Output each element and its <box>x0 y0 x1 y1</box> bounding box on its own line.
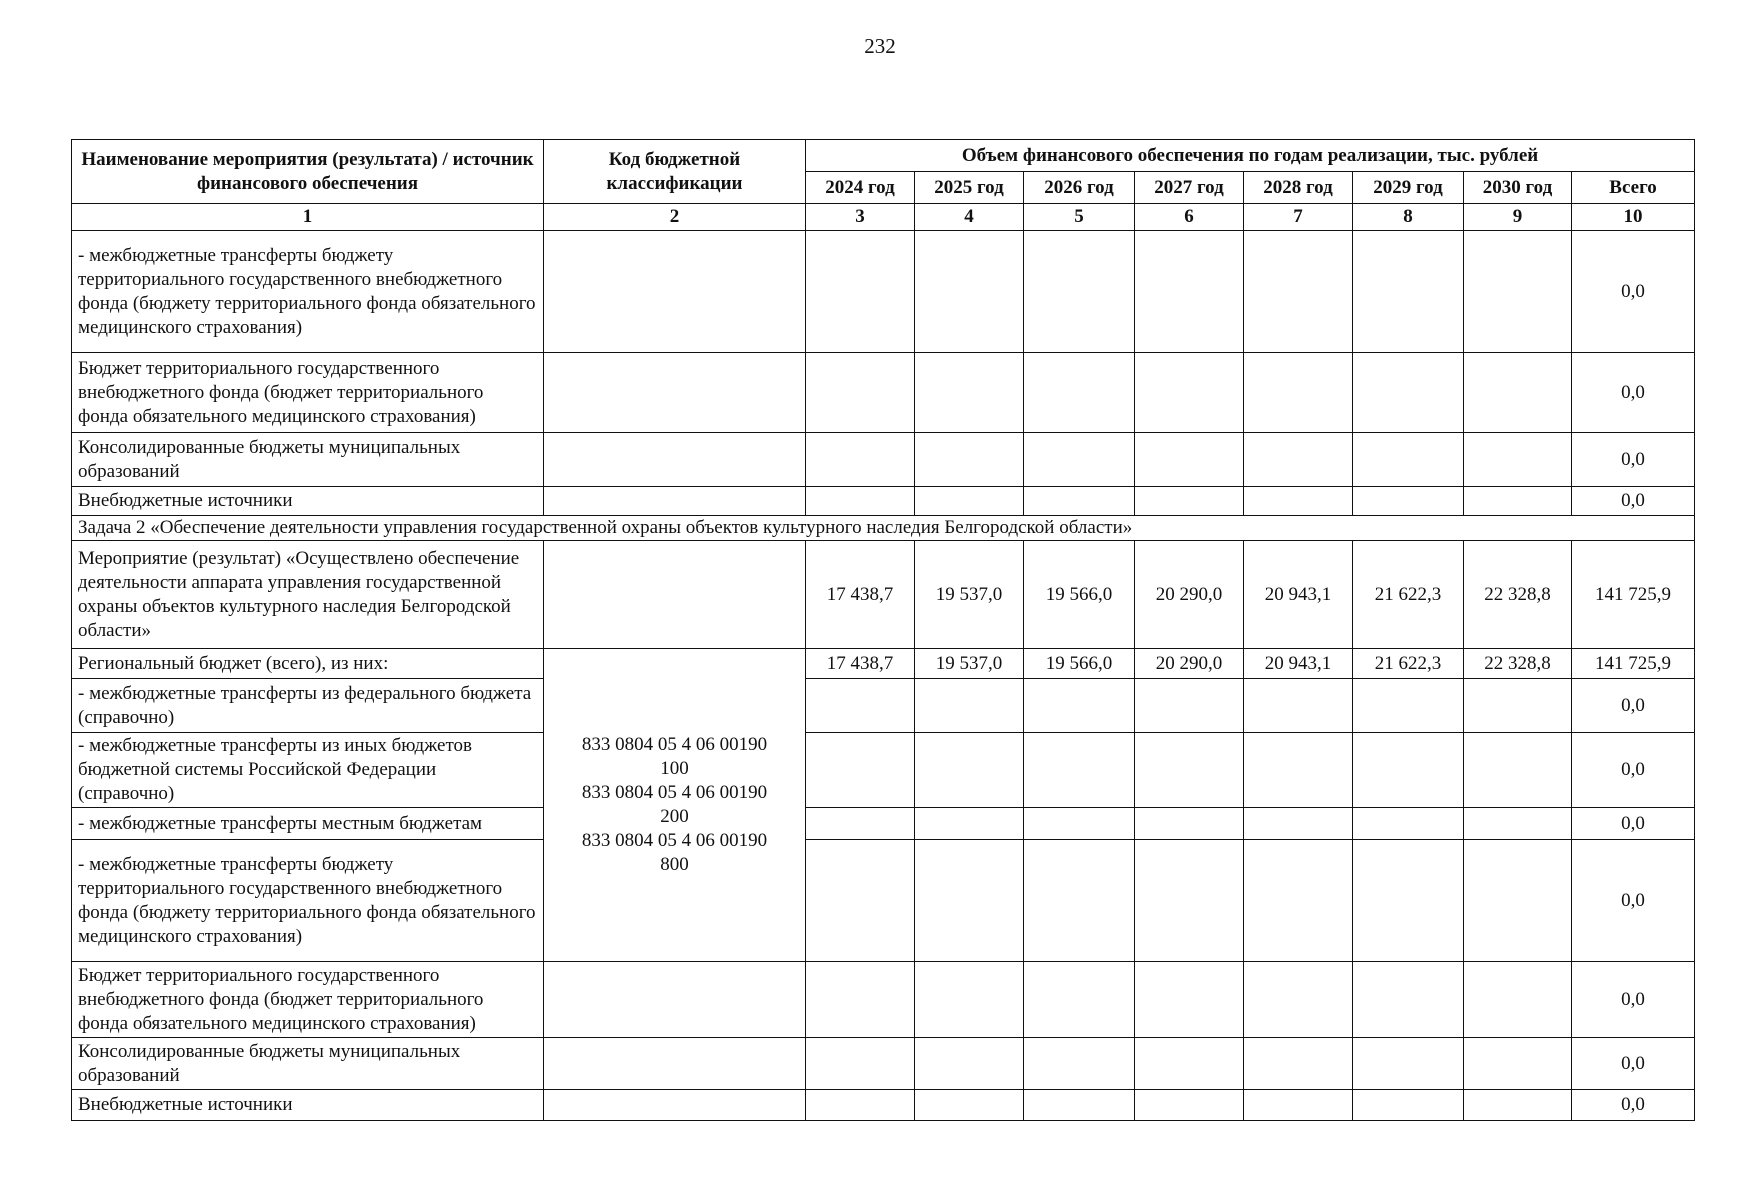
value-cell <box>1464 353 1572 433</box>
value-cell <box>1135 840 1244 962</box>
value-cell <box>1135 1038 1244 1090</box>
value-cell <box>1135 433 1244 487</box>
value-cell <box>806 231 915 353</box>
code-line: 200 <box>660 806 689 827</box>
row-name: - межбюджетные трансферты бюджету территориального государственного внебюджетного фонда (бюджету территориального фонда обязательного медицинского страхования) <box>72 231 544 353</box>
value-cell <box>1024 733 1135 808</box>
value-cell <box>806 962 915 1038</box>
value-cell <box>806 433 915 487</box>
value-cell <box>1024 1090 1135 1121</box>
table-row <box>72 433 1695 487</box>
value-cell: 20 290,0 <box>1135 541 1244 649</box>
page-number: 232 <box>864 34 896 58</box>
value-cell <box>1024 487 1135 516</box>
table-row <box>72 231 1695 353</box>
column-number: 9 <box>1464 204 1572 231</box>
column-number: 5 <box>1024 204 1135 231</box>
value-cell <box>1244 353 1353 433</box>
table-row <box>72 487 1695 516</box>
value-cell: 19 537,0 <box>915 541 1024 649</box>
code-cell <box>544 231 806 353</box>
table-row <box>72 962 1695 1038</box>
value-cell <box>1244 808 1353 840</box>
value-cell <box>915 353 1024 433</box>
value-cell <box>1244 433 1353 487</box>
code-line: 833 0804 05 4 06 00190 <box>581 782 768 803</box>
row-name: Внебюджетные источники <box>72 487 544 516</box>
value-cell: 19 537,0 <box>915 649 1024 679</box>
total-cell: 141 725,9 <box>1572 649 1695 679</box>
total-cell: 0,0 <box>1572 353 1695 433</box>
header-year: 2027 год <box>1135 172 1244 204</box>
row-name: Консолидированные бюджеты муниципальных образований <box>72 1038 544 1090</box>
task-title: Задача 2 «Обеспечение деятельности управления государственной охраны объектов культурного наследия Белгородской области» <box>72 516 1695 541</box>
value-cell <box>915 1038 1024 1090</box>
column-number: 8 <box>1353 204 1464 231</box>
value-cell <box>1135 1090 1244 1121</box>
value-cell <box>1353 679 1464 733</box>
table-row <box>72 1038 1695 1090</box>
value-cell <box>915 433 1024 487</box>
budget-code <box>544 649 806 962</box>
total-cell: 0,0 <box>1572 733 1695 808</box>
value-cell: 20 943,1 <box>1244 649 1353 679</box>
value-cell <box>1244 679 1353 733</box>
table-row <box>72 649 1695 679</box>
value-cell <box>806 487 915 516</box>
column-number: 3 <box>806 204 915 231</box>
header-volume: Объем финансового обеспечения по годам реализации, тыс. рублей <box>806 140 1695 172</box>
value-cell <box>1353 962 1464 1038</box>
header-total: Всего <box>1572 172 1695 204</box>
value-cell <box>1464 840 1572 962</box>
value-cell <box>1464 808 1572 840</box>
row-name: - межбюджетные трансферты бюджету территориального государственного внебюджетного фонда (бюджету территориального фонда обязательного медицинского страхования) <box>72 840 544 962</box>
value-cell <box>1244 1090 1353 1121</box>
value-cell <box>915 962 1024 1038</box>
financing-table <box>71 139 1695 1121</box>
total-cell: 0,0 <box>1572 487 1695 516</box>
table-row <box>72 840 1695 962</box>
value-cell <box>1244 487 1353 516</box>
code-line: 100 <box>660 758 689 779</box>
total-cell: 0,0 <box>1572 808 1695 840</box>
row-name: - межбюджетные трансферты из федерального бюджета (справочно) <box>72 679 544 733</box>
value-cell: 20 290,0 <box>1135 649 1244 679</box>
row-name: - межбюджетные трансферты из иных бюджетов бюджетной системы Российской Федерации (справочно) <box>72 733 544 808</box>
value-cell <box>915 487 1024 516</box>
value-cell <box>1464 231 1572 353</box>
total-cell: 141 725,9 <box>1572 541 1695 649</box>
value-cell <box>1464 1090 1572 1121</box>
value-cell <box>1244 840 1353 962</box>
column-number: 6 <box>1135 204 1244 231</box>
value-cell <box>1353 808 1464 840</box>
measure-name: Мероприятие (результат) «Осуществлено обеспечение деятельности аппарата управления государственной охраны объектов культурного наследия Белгородской области» <box>72 541 544 649</box>
total-cell: 0,0 <box>1572 231 1695 353</box>
value-cell <box>1135 733 1244 808</box>
table-row <box>72 733 1695 808</box>
row-name: Бюджет территориального государственного внебюджетного фонда (бюджет территориального фонда обязательного медицинского страхования) <box>72 353 544 433</box>
measure-row <box>72 541 1695 649</box>
value-cell: 21 622,3 <box>1353 649 1464 679</box>
value-cell <box>1024 1038 1135 1090</box>
value-cell: 19 566,0 <box>1024 649 1135 679</box>
code-cell <box>544 962 806 1038</box>
value-cell: 17 438,7 <box>806 649 915 679</box>
value-cell: 20 943,1 <box>1244 541 1353 649</box>
total-cell: 0,0 <box>1572 679 1695 733</box>
value-cell <box>1464 433 1572 487</box>
value-cell <box>915 840 1024 962</box>
value-cell <box>1024 840 1135 962</box>
header-year: 2024 год <box>806 172 915 204</box>
value-cell <box>915 231 1024 353</box>
row-name: Внебюджетные источники <box>72 1090 544 1121</box>
value-cell <box>1353 1090 1464 1121</box>
code-cell <box>544 353 806 433</box>
value-cell <box>915 808 1024 840</box>
header-code: Код бюджетной классификации <box>544 140 806 204</box>
table-row <box>72 1090 1695 1121</box>
header-year: 2029 год <box>1353 172 1464 204</box>
column-number: 10 <box>1572 204 1695 231</box>
row-name: Региональный бюджет (всего), из них: <box>72 649 544 679</box>
value-cell <box>1464 962 1572 1038</box>
code-line: 833 0804 05 4 06 00190 <box>581 734 768 755</box>
value-cell <box>915 1090 1024 1121</box>
code-cell <box>544 1090 806 1121</box>
value-cell <box>1353 1038 1464 1090</box>
value-cell <box>1464 679 1572 733</box>
value-cell <box>806 353 915 433</box>
total-cell: 0,0 <box>1572 1090 1695 1121</box>
total-cell: 0,0 <box>1572 433 1695 487</box>
row-name: - межбюджетные трансферты местным бюджетам <box>72 808 544 840</box>
value-cell <box>915 679 1024 733</box>
value-cell <box>806 1090 915 1121</box>
value-cell <box>1464 1038 1572 1090</box>
value-cell <box>806 840 915 962</box>
table-row <box>72 353 1695 433</box>
value-cell <box>915 733 1024 808</box>
header-year: 2026 год <box>1024 172 1135 204</box>
value-cell <box>1464 733 1572 808</box>
code-cell <box>544 1038 806 1090</box>
value-cell <box>806 808 915 840</box>
header-year: 2030 год <box>1464 172 1572 204</box>
column-number: 4 <box>915 204 1024 231</box>
value-cell <box>806 733 915 808</box>
value-cell <box>1024 808 1135 840</box>
value-cell <box>1353 733 1464 808</box>
code-cell <box>544 541 806 649</box>
value-cell <box>1464 487 1572 516</box>
table-row <box>72 679 1695 733</box>
value-cell: 19 566,0 <box>1024 541 1135 649</box>
value-cell <box>1353 487 1464 516</box>
value-cell <box>1244 962 1353 1038</box>
value-cell: 17 438,7 <box>806 541 915 649</box>
total-cell: 0,0 <box>1572 840 1695 962</box>
value-cell: 22 328,8 <box>1464 649 1572 679</box>
row-name: Бюджет территориального государственного внебюджетного фонда (бюджет территориального фонда обязательного медицинского страхования) <box>72 962 544 1038</box>
value-cell <box>1353 231 1464 353</box>
code-cell <box>544 433 806 487</box>
column-number: 1 <box>72 204 544 231</box>
value-cell: 22 328,8 <box>1464 541 1572 649</box>
code-line: 800 <box>660 854 689 875</box>
value-cell <box>1353 840 1464 962</box>
value-cell <box>1135 353 1244 433</box>
task-row <box>72 516 1695 541</box>
value-cell <box>1135 231 1244 353</box>
value-cell <box>1024 679 1135 733</box>
value-cell <box>1024 433 1135 487</box>
value-cell <box>806 1038 915 1090</box>
value-cell: 21 622,3 <box>1353 541 1464 649</box>
column-number: 2 <box>544 204 806 231</box>
value-cell <box>1244 1038 1353 1090</box>
header-year: 2028 год <box>1244 172 1353 204</box>
code-cell <box>544 487 806 516</box>
value-cell <box>1135 962 1244 1038</box>
row-name: Консолидированные бюджеты муниципальных образований <box>72 433 544 487</box>
value-cell <box>1135 808 1244 840</box>
value-cell <box>1353 433 1464 487</box>
value-cell <box>1353 353 1464 433</box>
value-cell <box>1024 353 1135 433</box>
value-cell <box>1024 962 1135 1038</box>
column-number: 7 <box>1244 204 1353 231</box>
header-year: 2025 год <box>915 172 1024 204</box>
table-row <box>72 808 1695 840</box>
value-cell <box>1135 487 1244 516</box>
total-cell: 0,0 <box>1572 1038 1695 1090</box>
value-cell <box>806 679 915 733</box>
value-cell <box>1024 231 1135 353</box>
value-cell <box>1244 231 1353 353</box>
header-name: Наименование мероприятия (результата) / источник финансового обеспечения <box>72 140 544 204</box>
code-line: 833 0804 05 4 06 00190 <box>581 830 768 851</box>
total-cell: 0,0 <box>1572 962 1695 1038</box>
value-cell <box>1244 733 1353 808</box>
value-cell <box>1135 679 1244 733</box>
